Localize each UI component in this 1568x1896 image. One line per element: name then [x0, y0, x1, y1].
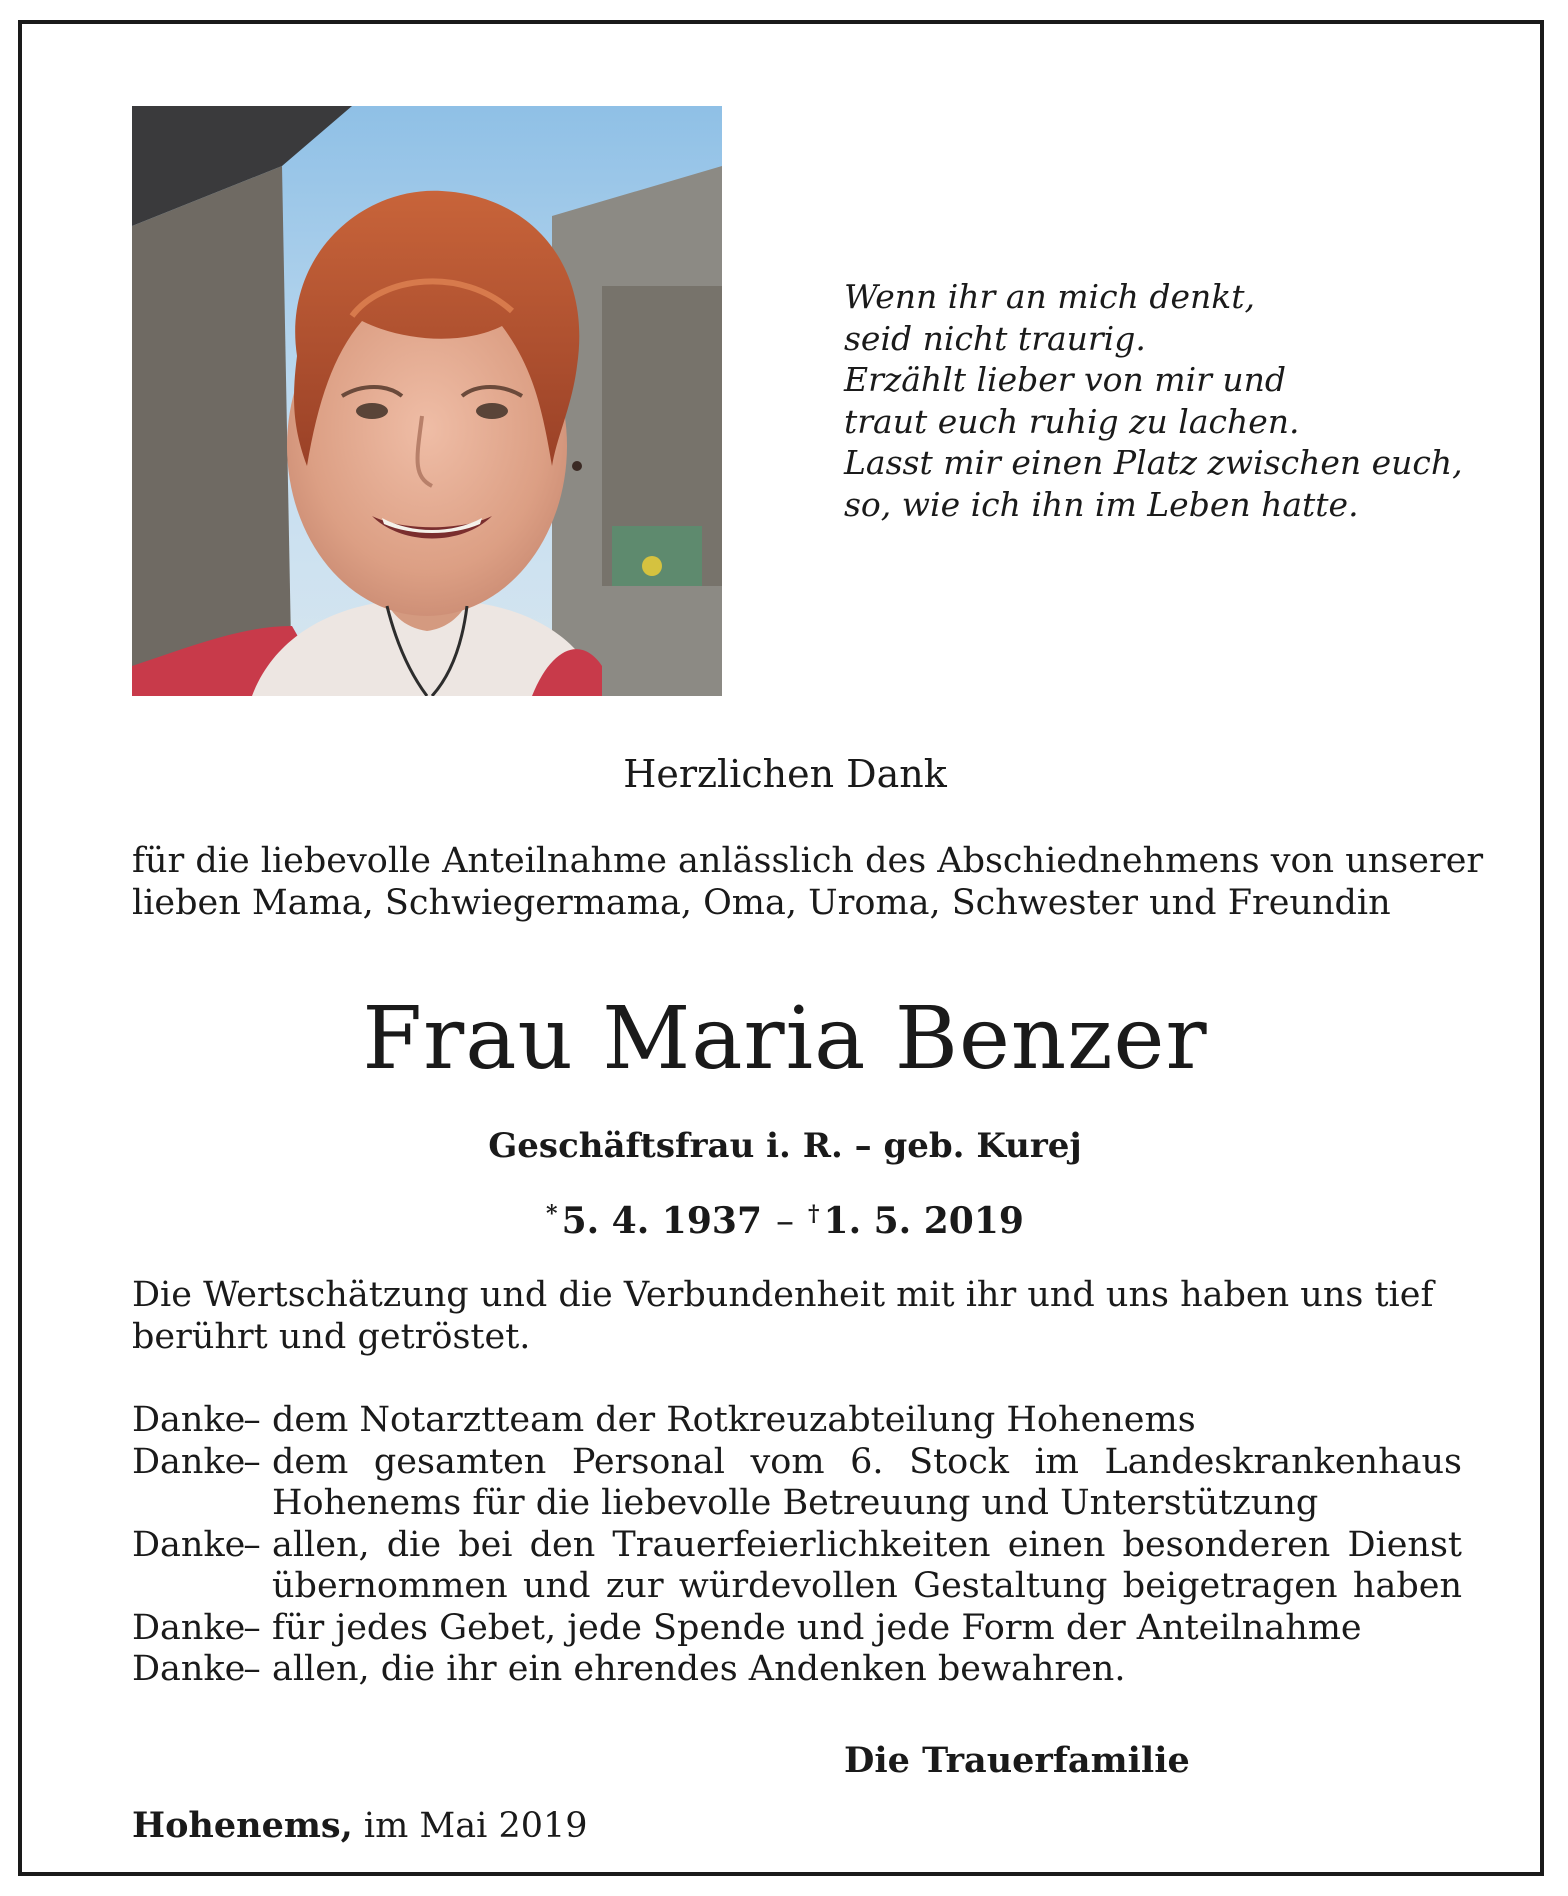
date-separator: –: [776, 1201, 794, 1242]
thanks-word: Danke: [132, 1649, 246, 1689]
appreciation-text: [132, 1274, 1462, 1358]
thanks-text-line: übernommen und zur würdevollen Gestaltung beigetragen haben: [272, 1566, 1462, 1606]
thanks-text: [272, 1442, 1462, 1525]
thanks-text-line: dem gesamten Personal vom 6. Stock im Landeskrankenhaus: [272, 1441, 1462, 1482]
poem-line: Lasst mir einen Platz zwischen euch,: [844, 443, 1463, 483]
poem-line: seid nicht traurig.: [844, 318, 1146, 358]
thanks-text-line: allen, die bei den Trauerfeierlichkeiten einen besonderen Dienst: [272, 1524, 1462, 1565]
intro-line: für die liebevolle Anteilnahme anlässlich des Abschiednehmens von unserer: [132, 841, 1484, 881]
thanks-dash: –: [243, 1524, 261, 1565]
thanks-heading: Herzlichen Dank: [623, 752, 947, 796]
death-date: 1. 5. 2019: [823, 1200, 1024, 1242]
thanks-word: Danke: [132, 1441, 246, 1482]
signature: Die Trauerfamilie: [844, 1740, 1190, 1781]
birth-symbol: *: [546, 1201, 558, 1227]
intro-line: lieben Mama, Schwiegermama, Oma, Uroma, Schwester und Freundin: [132, 883, 1391, 923]
thanks-dash: –: [243, 1607, 261, 1648]
thanks-list-item: [132, 1525, 1462, 1608]
thanks-text-line: dem Notarztteam der Rotkreuzabteilung Hohenems: [272, 1400, 1196, 1440]
thanks-list-item: [132, 1400, 1462, 1442]
thanks-text-line: Hohenems für die liebevolle Betreuung und Unterstützung: [272, 1483, 1319, 1523]
appreciation-line: Die Wertschätzung und die Verbundenheit mit ihr und uns haben uns tief: [132, 1275, 1434, 1315]
thanks-list-item: [132, 1649, 1462, 1691]
appreciation-line: berührt und getröstet.: [132, 1317, 531, 1357]
thanks-text: [272, 1525, 1462, 1608]
thanks-word: Danke: [132, 1400, 246, 1440]
poem-line: Wenn ihr an mich denkt,: [844, 277, 1255, 316]
deceased-name: Frau Maria Benzer: [362, 989, 1208, 1089]
life-dates: [22, 1191, 1548, 1245]
thanks-word: Danke: [132, 1607, 246, 1648]
date: im Mai 2019: [363, 1806, 588, 1846]
thanks-list: [132, 1400, 1462, 1691]
thanks-dash: –: [243, 1649, 261, 1689]
death-symbol: †: [808, 1201, 820, 1227]
thanks-text: [272, 1649, 1462, 1691]
occupation-maiden-name: Geschäftsfrau i. R. – geb. Kurej: [488, 1126, 1082, 1166]
thanks-text: [272, 1608, 1462, 1650]
thanks-list-item: [132, 1442, 1462, 1525]
thanks-word: Danke: [132, 1524, 246, 1565]
poem-line: traut euch ruhig zu lachen.: [844, 401, 1300, 441]
thanks-text: [272, 1400, 1462, 1442]
thanks-text-line: für jedes Gebet, jede Spende und jede Form der Anteilnahme: [272, 1607, 1362, 1648]
thanks-dash: –: [243, 1441, 261, 1482]
thanks-list-item: [132, 1608, 1462, 1650]
poem-line: Erzählt lieber von mir und: [844, 360, 1287, 400]
intro-text: [132, 840, 1484, 924]
memorial-poem: [844, 276, 1464, 526]
thanks-text-line: allen, die ihr ein ehrendes Andenken bewahren.: [272, 1649, 1126, 1689]
place-date: [132, 1804, 732, 1848]
place: Hohenems,: [132, 1805, 353, 1846]
poem-line: so, wie ich ihn im Leben hatte.: [844, 484, 1359, 524]
portrait-photo: [132, 106, 722, 696]
obituary-card: [18, 20, 1544, 1876]
birth-date: 5. 4. 1937: [561, 1200, 762, 1242]
thanks-dash: –: [243, 1400, 261, 1440]
